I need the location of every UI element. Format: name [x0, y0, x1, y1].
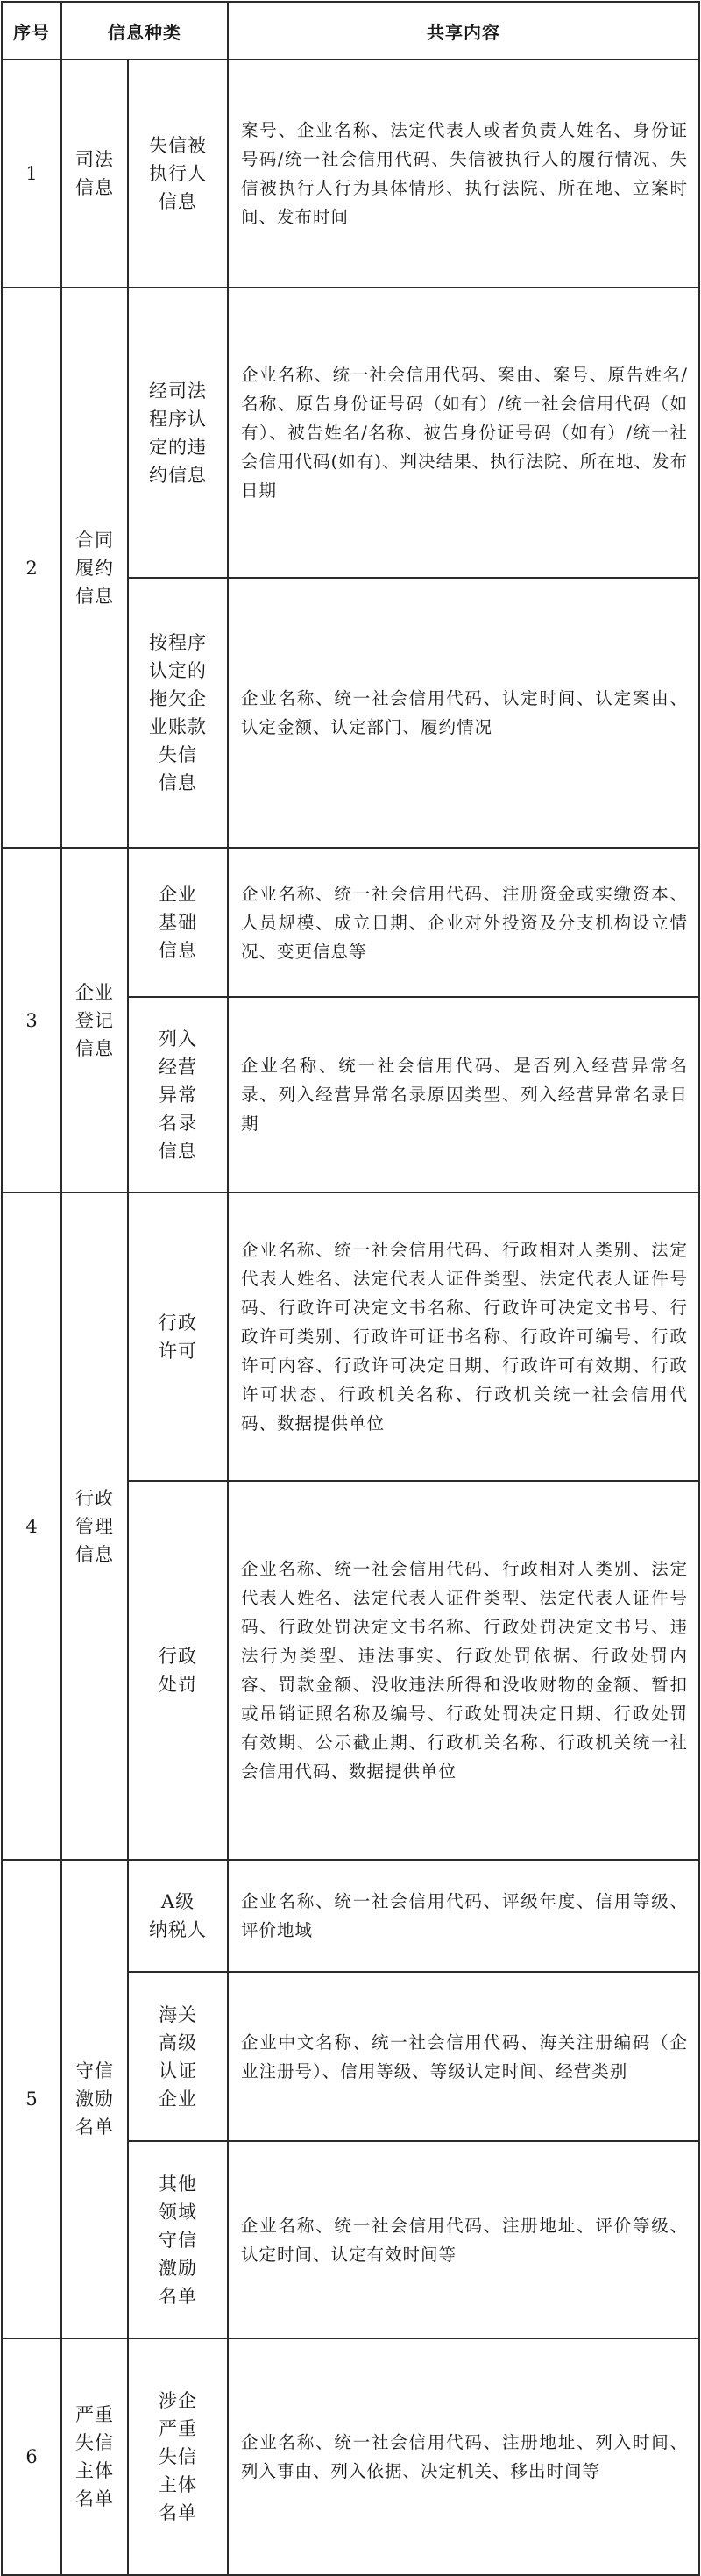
header-info-type: 信息种类	[61, 2, 228, 60]
info-subtype-cell: 行政 许可	[128, 1192, 228, 1481]
shared-content-cell: 企业中文名称、统一社会信用代码、海关注册编码（企业注册号）、信用等级、等级认定时间、经营类别	[228, 1972, 699, 2141]
info-subtype-cell: 失信被 执行人 信息	[128, 60, 228, 288]
shared-content-cell: 企业名称、统一社会信用代码、注册地址、评价等级、认定时间、认定有效时间等	[228, 2141, 699, 2338]
serial-number-cell: 4	[2, 1192, 61, 1860]
header-serial-number: 序号	[2, 2, 61, 60]
shared-content-cell: 企业名称、统一社会信用代码、行政相对人类别、法定代表人姓名、法定代表人证件类型、法定代表人证件号码、行政处罚决定文书名称、行政处罚决定文书号、违法行为类型、违法事实、行政处罚依据、行政处罚内容、罚款金额、没收违法所得和没收财物的金额、暂扣或吊销证照名称及编号、行政处罚决定日期、行政处罚有效期、公示截止期、行政机关名称、行政机关统一社会信用代码、数据提供单位	[228, 1481, 699, 1860]
shared-content-cell: 企业名称、统一社会信用代码、注册资金或实缴资本、人员规模、成立日期、企业对外投资及分支机构设立情况、变更信息等	[228, 848, 699, 997]
shared-content-cell: 企业名称、统一社会信用代码、案由、案号、原告姓名/名称、原告身份证号码（如有）/统一社会信用代码（如有）、被告姓名/名称、被告身份证号码（如有）/统一社会信用代码(如有)、判决结果、执行法院、所在地、发布日期	[228, 288, 699, 578]
info-category-cell: 严重 失信 主体 名单	[61, 2338, 128, 2575]
shared-content-cell: 企业名称、统一社会信用代码、评级年度、信用等级、评价地域	[228, 1860, 699, 1972]
table-row	[2, 2338, 699, 2575]
table-header-row	[2, 2, 699, 60]
info-subtype-cell: 按程序 认定的 拖欠企 业账款 失信 信息	[128, 578, 228, 848]
shared-content-cell: 案号、企业名称、法定代表人或者负责人姓名、身份证号码/统一社会信用代码、失信被执行人的履行情况、失信被执行人行为具体情形、执行法院、所在地、立案时间、发布时间	[228, 60, 699, 288]
info-subtype-cell: 海关 高级 认证 企业	[128, 1972, 228, 2141]
info-subtype-cell: 涉企 严重 失信 主体 名单	[128, 2338, 228, 2575]
header-shared-content: 共享内容	[228, 2, 699, 60]
serial-number-cell: 1	[2, 60, 61, 288]
table-row	[2, 60, 699, 288]
info-subtype-cell: 其他 领域 守信 激励 名单	[128, 2141, 228, 2338]
serial-number-cell: 3	[2, 848, 61, 1192]
serial-number-cell: 2	[2, 288, 61, 848]
credit-info-table	[1, 1, 700, 2576]
info-category-cell: 行政 管理 信息	[61, 1192, 128, 1860]
info-subtype-cell: 行政 处罚	[128, 1481, 228, 1860]
serial-number-cell: 6	[2, 2338, 61, 2575]
shared-content-cell: 企业名称、统一社会信用代码、是否列入经营异常名录、列入经营异常名录原因类型、列入经营异常名录日期	[228, 997, 699, 1192]
info-subtype-cell: 企业 基础 信息	[128, 848, 228, 997]
table-row	[2, 848, 699, 997]
info-category-cell: 守信 激励 名单	[61, 1860, 128, 2338]
info-category-cell: 企业 登记 信息	[61, 848, 128, 1192]
info-subtype-cell: 列入 经营 异常 名录 信息	[128, 997, 228, 1192]
shared-content-cell: 企业名称、统一社会信用代码、行政相对人类别、法定代表人姓名、法定代表人证件类型、法定代表人证件号码、行政许可决定文书名称、行政许可决定文书号、行政许可类别、行政许可证书名称、行政许可编号、行政许可内容、行政许可决定日期、行政许可有效期、行政许可状态、行政机关名称、行政机关统一社会信用代码、数据提供单位	[228, 1192, 699, 1481]
shared-content-cell: 企业名称、统一社会信用代码、注册地址、列入时间、列入事由、列入依据、决定机关、移出时间等	[228, 2338, 699, 2575]
serial-number-cell: 5	[2, 1860, 61, 2338]
info-category-cell: 合同 履约 信息	[61, 288, 128, 848]
info-category-cell: 司法 信息	[61, 60, 128, 288]
shared-content-cell: 企业名称、统一社会信用代码、认定时间、认定案由、认定金额、认定部门、履约情况	[228, 578, 699, 848]
table-row	[2, 1860, 699, 1972]
table-row	[2, 1192, 699, 1481]
info-subtype-cell: 经司法 程序认 定的违 约信息	[128, 288, 228, 578]
info-subtype-cell: A级 纳税人	[128, 1860, 228, 1972]
table-row	[2, 288, 699, 578]
